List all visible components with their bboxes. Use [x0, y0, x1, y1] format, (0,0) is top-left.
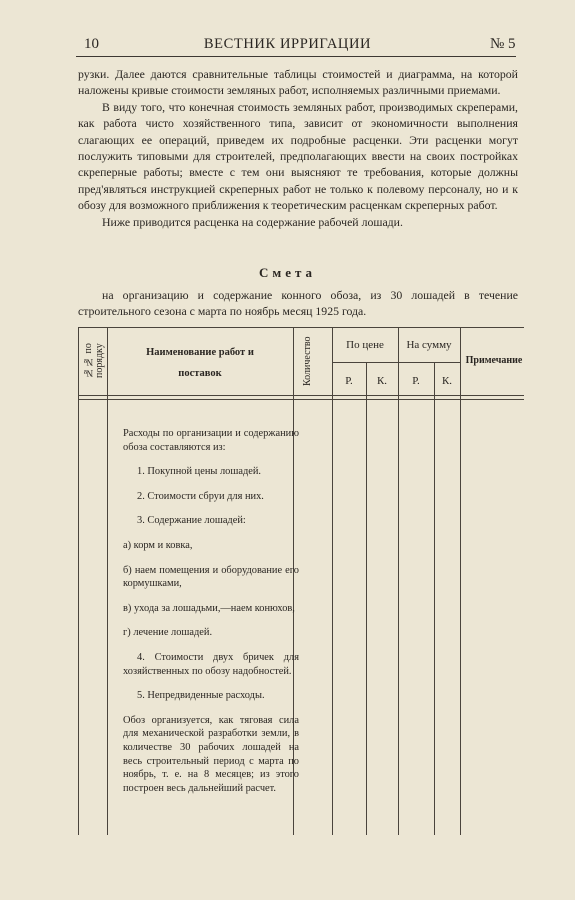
- col-line: [460, 327, 461, 835]
- col-line: [78, 327, 79, 835]
- paragraph: Ниже приводится расценка на содержание рабочей лошади.: [102, 214, 403, 229]
- header-name: [107, 347, 293, 379]
- header-kop: К.: [376, 375, 388, 387]
- table-top-rule: [78, 327, 524, 328]
- header-quantity: Количество: [302, 336, 313, 386]
- table-row: 4. Стоимости двух бричек для хозяйственных по обозу надобностей.: [123, 651, 299, 677]
- table-row: 2. Стоимости сбруи для них.: [137, 490, 264, 502]
- table-row: 1. Покупной цены лошадей.: [137, 466, 262, 478]
- issue-number: № 5: [490, 36, 516, 52]
- header-number: №№ по порядку: [83, 343, 105, 379]
- header-name-line1: Наименование работ и: [146, 347, 254, 358]
- header-rub: Р.: [345, 375, 353, 387]
- table-row: Обоз организуется, как тяговая сила для механической разработки земли, в количестве 30 рабочих лошадей на весь строительный период с марта по ноябрь, т. е. на 8 месяцев; из этого построен весь дальнейший расчет.: [123, 714, 299, 794]
- table-header-rule: [78, 395, 524, 396]
- header-note: Примечание: [465, 355, 523, 366]
- paragraph: рузки. Далее даются сравнительные таблицы стоимостей и диаграмма, на которой наложены кривые стоимости земляных работ, исполняемых различными приемами.: [78, 67, 518, 98]
- col-line: [434, 362, 435, 835]
- table-header-rule-2: [78, 399, 524, 400]
- table-rows: [123, 427, 299, 806]
- estimate-table: [78, 327, 524, 835]
- header-name-line2: поставок: [178, 368, 222, 379]
- col-line: [398, 327, 399, 835]
- header-kop-sum: К.: [441, 375, 453, 387]
- col-line: [332, 327, 333, 835]
- header-rub-sum: Р.: [412, 375, 420, 387]
- header-sum: На сумму: [406, 339, 452, 351]
- estimate-subtitle: [78, 287, 518, 320]
- table-row: 5. Непредвиденные расходы.: [137, 690, 265, 702]
- table-row: Расходы по организации и содержанию обоза составляются из:: [123, 428, 299, 453]
- table-row: а) корм и ковка,: [123, 539, 193, 551]
- col-line: [366, 362, 367, 835]
- table-row: 3. Содержание лошадей:: [137, 515, 246, 527]
- body-text: [78, 66, 518, 230]
- paragraph: В виду того, что конечная стоимость земляных работ, производимых скреперами, как работа чисто хозяйственного типа, зависит от экономичности выполнения слагающих ее операций, приведем их подробные расценки. Эти расценки могут послужить типовыми для строителей, предполагающих ввести на своих постройках скреперные работы; вместе с тем они выясняют те требования, которые должны пред'являться инструкцией скреперных работ не только к полевому персоналу, но и к обозу для возможного приближения к теоретическим расценкам скреперных работ.: [78, 99, 518, 213]
- estimate-title: Смета: [258, 265, 317, 280]
- estimate-subtitle-text: на организацию и содержание конного обоза, из 30 лошадей в течение строительного сезона с марта по ноябрь месяц 1925 года.: [78, 288, 518, 319]
- table-row: в) ухода за лошадьми,—наем конюхов,: [123, 602, 295, 614]
- table-row: г) лечение лошадей.: [123, 627, 213, 639]
- money-subheader-rule: [332, 362, 460, 363]
- page-number: 10: [84, 36, 99, 52]
- header-price: По цене: [346, 339, 384, 351]
- table-row: б) наем помещения и оборудование его кормушками,: [123, 564, 299, 590]
- journal-title: ВЕСТНИК ИРРИГАЦИИ: [203, 36, 372, 52]
- col-line: [107, 327, 108, 835]
- running-header: [0, 34, 575, 56]
- header-rule: [76, 56, 516, 57]
